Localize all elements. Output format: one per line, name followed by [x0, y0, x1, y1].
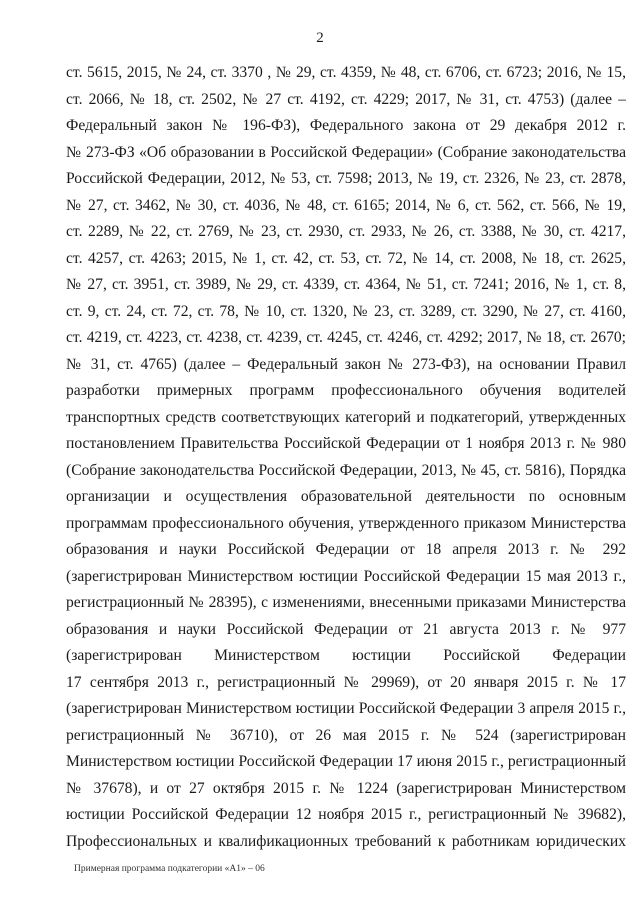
- text-line: регистрационный № 36710), от 26 мая 2015 г. № 524 (зарегистрирован: [66, 726, 626, 744]
- text-line: № 31, ст. 4765) (далее – Федеральный закон № 273-ФЗ), на основании Правил: [66, 355, 626, 373]
- text-line: (Собрание законодательства Российской Федерации, 2013, № 45, ст. 5816), Порядка: [66, 461, 626, 479]
- text-line: (зарегистрирован Министерством юстиции Российской Федерации 15 мая 2013 г.,: [66, 567, 626, 585]
- text-line: регистрационный № 28395), с изменениями, внесенными приказами Министерства: [66, 594, 626, 611]
- text-line: ст. 4257, ст. 4263; 2015, № 1, ст. 42, ст. 53, ст. 72, № 14, ст. 2008, № 18, ст. 2625,: [66, 249, 626, 267]
- page-footer: Примерная программа подкатегории «A1» – 06: [74, 864, 265, 874]
- page-number: 2: [316, 30, 324, 46]
- text-line: ст. 2289, № 22, ст. 2769, № 23, ст. 2930, ст. 2933, № 26, ст. 3388, № 30, ст. 4217,: [66, 223, 626, 240]
- text-line: Российской Федерации, 2012, № 53, ст. 7598; 2013, № 19, ст. 2326, № 23, ст. 2878,: [66, 170, 626, 187]
- text-line: ст. 9, ст. 24, ст. 72, ст. 78, № 10, ст. 1320, № 23, ст. 3289, ст. 3290, № 27, ст. 4160,: [66, 302, 626, 320]
- text-line: № 37678), и от 27 октября 2015 г. № 1224 (зарегистрирован Министерством: [66, 779, 626, 797]
- text-line: юстиции Российской Федерации 12 ноября 2015 г., регистрационный № 39682),: [66, 806, 626, 823]
- text-line: 17 сентября 2013 г., регистрационный № 29969), от 20 января 2015 г. № 17: [66, 673, 626, 691]
- text-line: образования и науки Российской Федерации от 21 августа 2013 г. № 977: [66, 620, 626, 638]
- text-line: Министерством юстиции Российской Федерации 17 июня 2015 г., регистрационный: [66, 753, 626, 770]
- text-line: (зарегистрирован Министерством юстиции Российской Федерации 3 апреля 2015 г.,: [66, 700, 626, 717]
- text-line: № 273-ФЗ «Об образовании в Российской Федерации» (Собрание законодательства: [66, 143, 626, 161]
- text-line: постановлением Правительства Российской Федерации от 1 ноября 2013 г. № 980: [66, 435, 626, 452]
- text-line: № 27, ст. 3462, № 30, ст. 4036, № 48, ст. 6165; 2014, № 6, ст. 562, ст. 566, № 19,: [66, 196, 626, 214]
- text-line: ст. 5615, 2015, № 24, ст. 3370 , № 29, ст. 4359, № 48, ст. 6706, ст. 6723; 2016, № 15,: [66, 64, 626, 81]
- body-text: [66, 60, 626, 855]
- text-line: разработки примерных программ профессионального обучения водителей: [66, 382, 626, 399]
- text-line: Федеральный закон № 196-ФЗ), Федерального закона от 29 декабря 2012 г.: [66, 117, 626, 134]
- text-line: транспортных средств соответствующих категорий и подкатегорий, утвержденных: [66, 408, 626, 426]
- text-line: ст. 2066, № 18, ст. 2502, № 27 ст. 4192, ст. 4229; 2017, № 31, ст. 4753) (далее –: [66, 90, 626, 108]
- text-line: Профессиональных и квалификационных требований к работникам юридических: [66, 832, 626, 850]
- text-line: (зарегистрирован Министерством юстиции Российской Федерации: [66, 647, 626, 664]
- text-line: ст. 4219, ст. 4223, ст. 4238, ст. 4239, ст. 4245, ст. 4246, ст. 4292; 2017, № 18, ст. 2670;: [66, 329, 626, 346]
- text-line: организации и осуществления образовательной деятельности по основным: [66, 488, 626, 505]
- text-line: программам профессионального обучения, утвержденного приказом Министерства: [66, 514, 626, 532]
- text-line: № 27, ст. 3951, ст. 3989, № 29, ст. 4339, ст. 4364, № 51, ст. 7241; 2016, № 1, ст. 8,: [66, 276, 626, 293]
- text-line: образования и науки Российской Федерации от 18 апреля 2013 г. № 292: [66, 541, 626, 558]
